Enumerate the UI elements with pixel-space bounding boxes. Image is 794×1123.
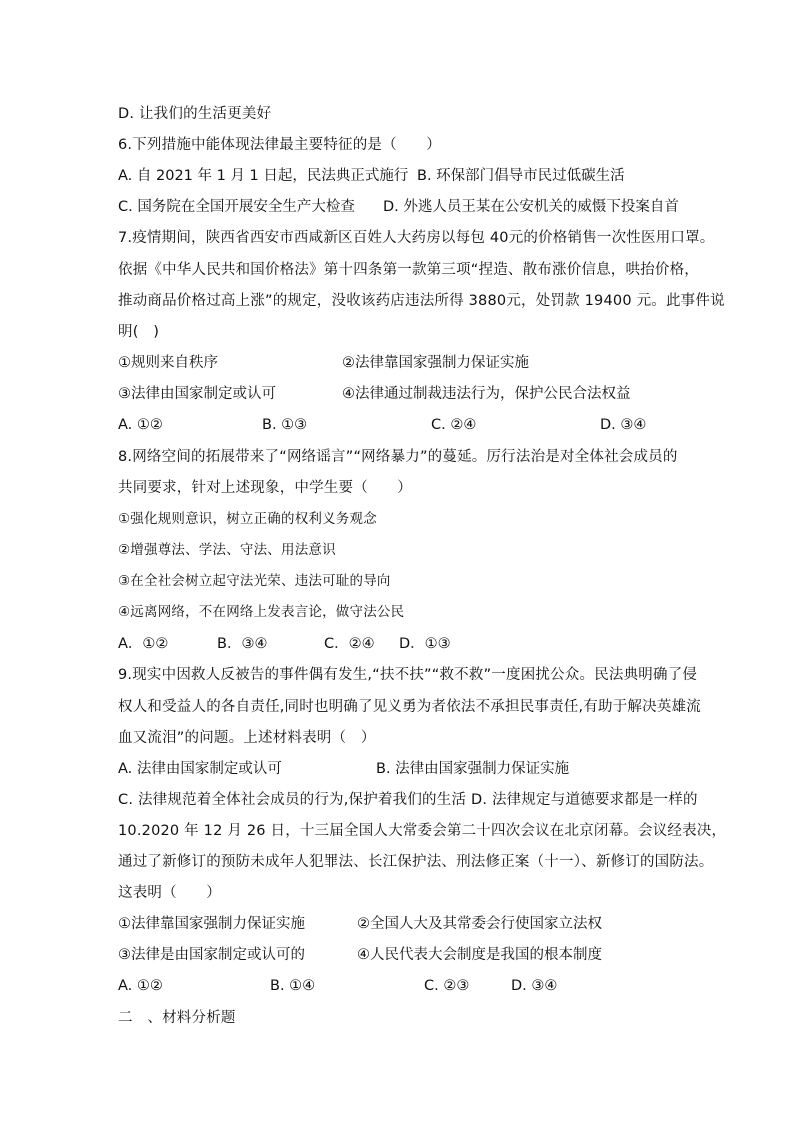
q9-options-c-d: C. 法律规范着全体社会成员的行为,保护着我们的生活 D. 法律规定与道德要求都是一样的 bbox=[118, 792, 698, 808]
question-7-line-3: 推动商品价格过高上涨”的规定，没收该药店违法所得 3880元，处罚款 19400 元。此事件说 bbox=[118, 293, 725, 309]
question-10-line-3: 这表明（ ） bbox=[118, 885, 221, 901]
question-10-line-2: 通过了新修订的预防未成年人犯罪法、长江保护法、刑法修正案（十一）、新修订的国防法。 bbox=[118, 854, 714, 870]
q9-option-b: B. 法律由国家强制力保证实施 bbox=[376, 761, 570, 777]
q7-option-a: A. ①② bbox=[118, 417, 163, 433]
q10-option-b: B. ①④ bbox=[270, 978, 316, 994]
question-7-line-2: 依据《中华人民共和国价格法》第十四条第一款第三项“捏造、散布涨价信息，哄抬价格， bbox=[118, 262, 700, 278]
question-10-line-1: 10.2020 年 12 月 26 日，十三届全国人大常委会第二十四次会议在北京闭幕。会议经表决， bbox=[118, 823, 727, 839]
q8-option-a: A．①② bbox=[118, 636, 169, 652]
q6-option-c: C. 国务院在全国开展安全生产大检查 bbox=[118, 199, 355, 215]
q10-statement-1: ①法律靠国家强制力保证实施 bbox=[118, 916, 305, 932]
question-9-line-2: 权人和受益人的各自责任,同时也明确了见义勇为者依法不承担民事责任,有助于解决英雄流 bbox=[118, 699, 701, 715]
q10-statement-3: ③法律是由国家制定或认可的 bbox=[118, 947, 305, 963]
q10-option-c: C. ②③ bbox=[424, 978, 470, 994]
q6-option-a: A. 自 2021 年 1 月 1 日起，民法典正式施行 bbox=[118, 168, 409, 184]
q8-statement-3: ③在全社会树立起守法光荣、违法可耻的导向 bbox=[118, 573, 391, 589]
question-7-line-1: 7.疫情期间，陕西省西安市西咸新区百姓人大药房以每包 40元的价格销售一次性医用口罩。 bbox=[118, 230, 715, 246]
question-9-line-1: 9.现实中因救人反被告的事件偶有发生,“扶不扶”“救不救”一度困扰公众。民法典明确了侵 bbox=[118, 667, 698, 683]
q8-option-c: C．②④ bbox=[324, 636, 375, 652]
q10-option-a: A. ①② bbox=[118, 978, 163, 994]
question-9-line-3: 血又流泪”的问题。上述材料表明（ ） bbox=[118, 730, 376, 746]
q8-statement-2: ②增强尊法、学法、守法、用法意识 bbox=[118, 542, 336, 558]
q7-option-b: B. ①③ bbox=[262, 417, 308, 433]
q7-option-c: C. ②④ bbox=[431, 417, 477, 433]
q10-option-d: D. ③④ bbox=[511, 978, 558, 994]
section-2-heading: 二 、材料分析题 bbox=[118, 1010, 236, 1026]
q10-statement-2: ②全国人大及其常委会行使国家立法权 bbox=[357, 916, 602, 932]
q7-statement-3: ③法律由国家制定或认可 bbox=[118, 386, 276, 402]
q7-statement-4: ④法律通过制裁违法行为，保护公民合法权益 bbox=[342, 386, 631, 402]
q8-statement-1: ①强化规则意识，树立正确的权利义务观念 bbox=[118, 511, 377, 527]
q8-option-b: B．③④ bbox=[217, 636, 268, 652]
question-7-line-4: 明( ) bbox=[118, 324, 160, 340]
q7-statement-2: ②法律靠国家强制力保证实施 bbox=[342, 355, 529, 371]
q9-option-a: A. 法律由国家制定或认可 bbox=[118, 761, 282, 777]
question-8-line-2: 共同要求，针对上述现象，中学生要（ ） bbox=[118, 480, 412, 496]
q7-option-d: D. ③④ bbox=[600, 417, 647, 433]
q5-option-d: D. 让我们的生活更美好 bbox=[118, 106, 272, 122]
question-6: 6.下列措施中能体现法律最主要特征的是（ ） bbox=[118, 137, 441, 153]
q6-option-b: B. 环保部门倡导市民过低碳生活 bbox=[417, 168, 625, 184]
question-8-line-1: 8.网络空间的拓展带来了“网络谣言”“网络暴力”的蔓延。厉行法治是对全体社会成员的 bbox=[118, 449, 678, 465]
q8-option-d: D．①③ bbox=[399, 636, 451, 652]
q6-option-d: D. 外逃人员王某在公安机关的威慑下投案自首 bbox=[383, 199, 679, 215]
q8-statement-4: ④远离网络，不在网络上发表言论，做守法公民 bbox=[118, 604, 405, 620]
q7-statement-1: ①规则来自秩序 bbox=[118, 355, 218, 371]
q10-statement-4: ④人民代表大会制度是我国的根本制度 bbox=[357, 947, 602, 963]
